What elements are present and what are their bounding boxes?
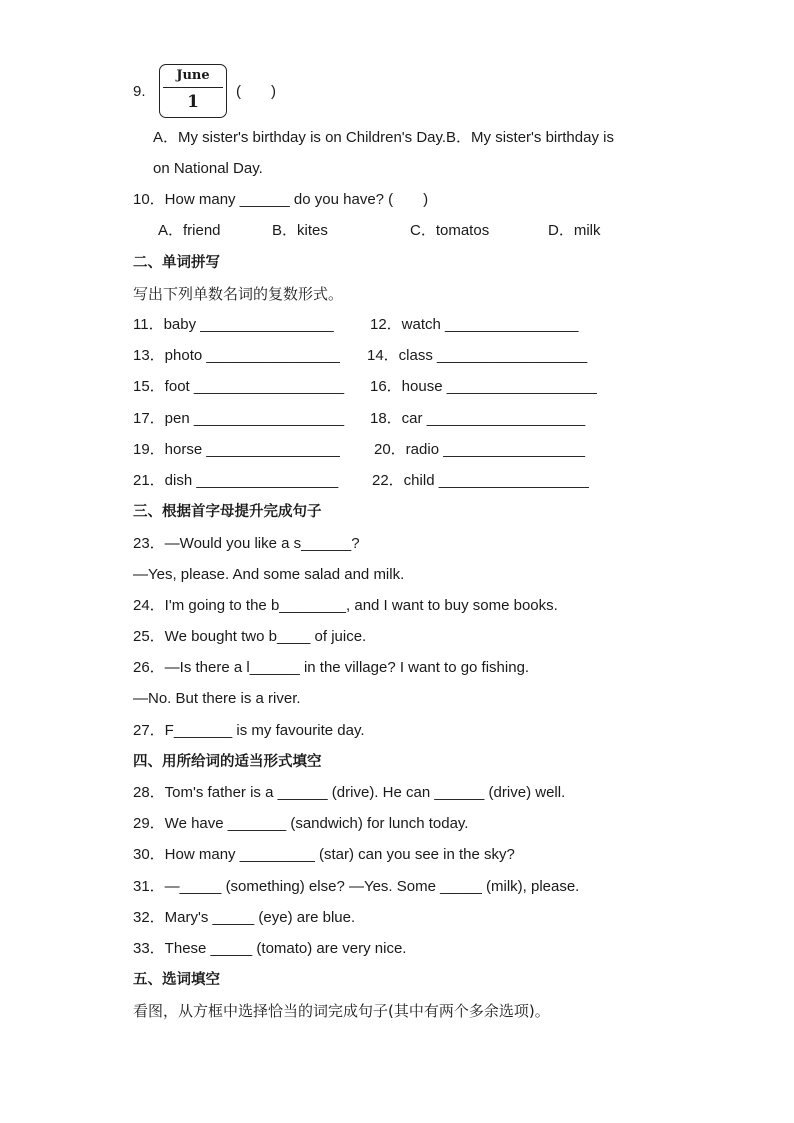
sentence-line: 23．—Would you like a s______? xyxy=(133,535,360,552)
section5-heading: 五、选词填空 xyxy=(133,971,220,988)
calendar-month: June xyxy=(176,68,210,83)
fill-line: 29．We have _______ (sandwich) for lunch today. xyxy=(133,815,469,832)
spelling-item: 12．watch ________________ xyxy=(370,316,579,333)
fill-line: 32．Mary's _____ (eye) are blue. xyxy=(133,909,356,926)
q10-option-d: D．milk xyxy=(548,222,601,239)
sentence-line: —Yes, please. And some salad and milk. xyxy=(133,566,405,583)
q10-option-b: B．kites xyxy=(272,222,328,239)
q9-answer-paren: ( ) xyxy=(236,83,276,100)
spelling-item: 21．dish _________________ xyxy=(133,472,339,489)
spelling-item: 17．pen __________________ xyxy=(133,410,345,427)
section2-heading: 二、单词拼写 xyxy=(133,254,220,271)
spelling-item: 18．car ___________________ xyxy=(370,410,586,427)
calendar-icon xyxy=(159,64,227,118)
spelling-item: 16．house __________________ xyxy=(370,378,597,395)
section3-heading: 三、根据首字母提升完成句子 xyxy=(133,503,322,520)
q10-option-a: A．friend xyxy=(158,222,221,239)
sentence-line: 24．I'm going to the b________, and I want to buy some books. xyxy=(133,597,558,614)
spelling-item: 20．radio _________________ xyxy=(374,441,586,458)
spelling-item: 14．class __________________ xyxy=(367,347,588,364)
q9-option-line1: A．My sister's birthday is on Children's Day.B．My sister's birthday is xyxy=(153,129,614,146)
q10-option-c: C．tomatos xyxy=(410,222,490,239)
section2-instruction: 写出下列单数名词的复数形式。 xyxy=(133,285,344,303)
q10-stem: 10．How many ______ do you have? ( ) xyxy=(133,191,429,208)
spelling-item: 11．baby ________________ xyxy=(133,316,334,333)
sentence-line: 26．—Is there a l______ in the village? I want to go fishing. xyxy=(133,659,530,676)
spelling-item: 19．horse ________________ xyxy=(133,441,340,458)
fill-line: 31．—_____ (something) else? —Yes. Some _____ (milk), please. xyxy=(133,878,580,895)
section5-instruction: 看图，从方框中选择恰当的词完成句子(其中有两个多余选项)。 xyxy=(133,1002,550,1020)
q9-option-line2: on National Day. xyxy=(153,160,263,177)
fill-line: 28．Tom's father is a ______ (drive). He can ______ (drive) well. xyxy=(133,784,566,801)
sentence-line: 25．We bought two b____ of juice. xyxy=(133,628,367,645)
spelling-item: 22．child __________________ xyxy=(372,472,589,489)
fill-line: 33．These _____ (tomato) are very nice. xyxy=(133,940,407,957)
spelling-item: 13．photo ________________ xyxy=(133,347,340,364)
calendar-divider xyxy=(163,87,223,88)
sentence-line: —No. But there is a river. xyxy=(133,690,301,707)
calendar-day: 1 xyxy=(187,92,199,112)
sentence-line: 27．F_______ is my favourite day. xyxy=(133,722,365,739)
spelling-item: 15．foot __________________ xyxy=(133,378,345,395)
q9-number: 9. xyxy=(133,83,146,100)
section4-heading: 四、用所给词的适当形式填空 xyxy=(133,753,322,770)
fill-line: 30．How many _________ (star) can you see in the sky? xyxy=(133,846,515,863)
